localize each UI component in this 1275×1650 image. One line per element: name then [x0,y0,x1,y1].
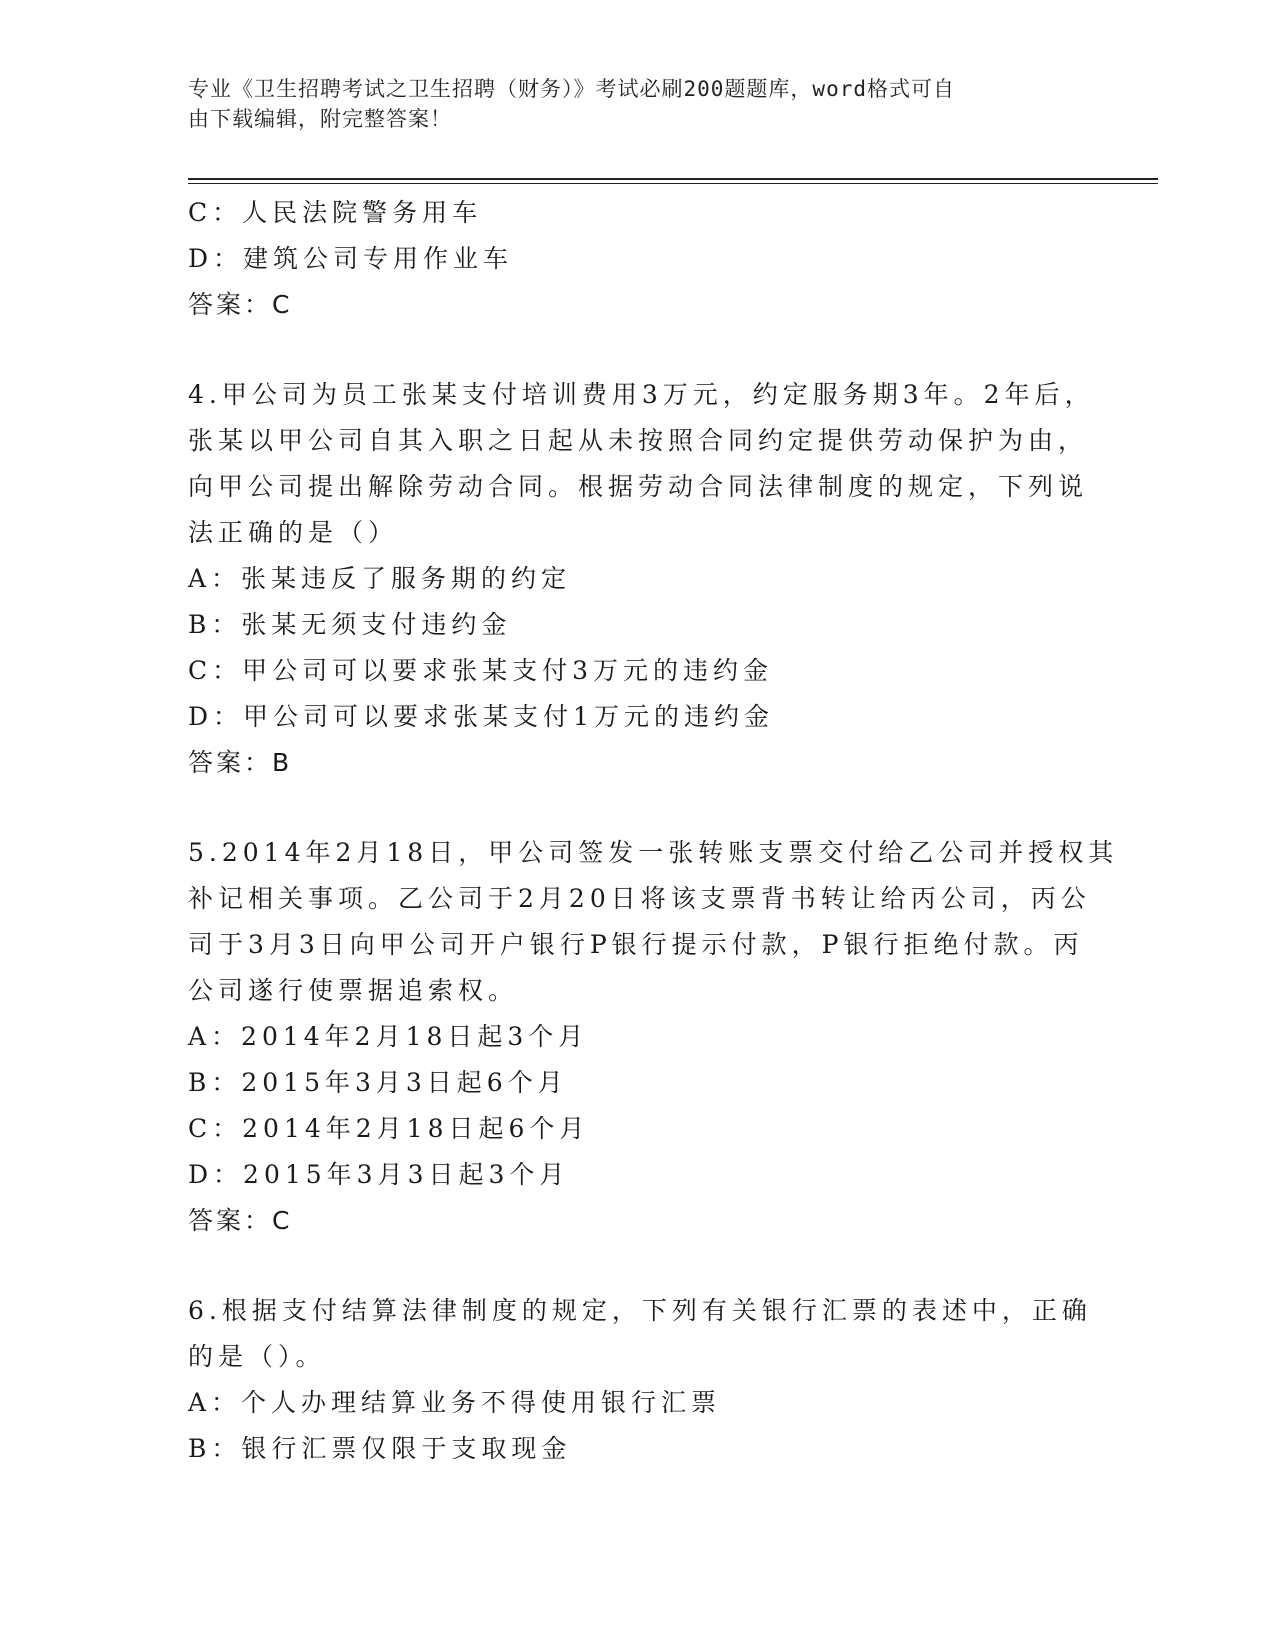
question-stem-line: 法正确的是（） [188,518,399,547]
header-rule-thick [188,178,1158,180]
option-d: D：甲公司可以要求张某支付1万元的违约金 [188,702,774,731]
question-stem-line: 5.2014年2月18日，甲公司签发一张转账支票交付给乙公司并授权其 [188,838,1119,867]
question-stem-line: 公司遂行使票据追索权。 [188,976,519,1005]
option-a: A：个人办理结算业务不得使用银行汇票 [188,1388,722,1417]
option-b: B：张某无须支付违约金 [188,610,512,639]
question-3-tail [188,190,1088,328]
option-a: A：2014年2月18日起3个月 [188,1022,589,1051]
document-header [188,74,1068,134]
question-5 [188,830,1119,1244]
option-c: C：甲公司可以要求张某支付3万元的违约金 [188,656,774,685]
question-stem-line: 4.甲公司为员工张某支付培训费用3万元，约定服务期3年。2年后， [188,380,1095,409]
option-b: B：银行汇票仅限于支取现金 [188,1434,572,1463]
header-line-2: 由下载编辑，附完整答案！ [188,107,452,131]
header-line-1: 专业《卫生招聘考试之卫生招聘（财务）》考试必刷200题题库，word格式可自 [188,77,955,101]
option-d: D：2015年3月3日起3个月 [188,1160,570,1189]
question-stem-line: 的是（）。 [188,1342,326,1371]
question-stem-line: 补记相关事项。乙公司于2月20日将该支票背书转让给丙公司，丙公 [188,884,1091,913]
answer: 答案：B [188,748,293,777]
question-stem-line: 张某以甲公司自其入职之日起从未按照合同约定提供劳动保护为由， [188,426,1089,455]
option-c: C：人民法院警务用车 [188,198,483,227]
question-stem-line: 向甲公司提出解除劳动合同。根据劳动合同法律制度的规定，下列说 [188,472,1089,501]
answer: 答案：C [188,290,293,319]
question-4 [188,372,1095,786]
question-6 [188,1288,1092,1472]
question-stem-line: 司于3月3日向甲公司开户银行P银行提示付款，P银行拒绝付款。丙 [188,930,1084,959]
option-b: B：2015年3月3日起6个月 [188,1068,568,1097]
option-d: D：建筑公司专用作业车 [188,244,514,273]
question-stem-line: 6.根据支付结算法律制度的规定，下列有关银行汇票的表述中，正确 [188,1296,1092,1325]
document-body [188,190,1119,1472]
option-c: C：2014年2月18日起6个月 [188,1114,590,1143]
header-rule-thin [188,183,1158,184]
option-a: A：张某违反了服务期的约定 [188,564,572,593]
answer: 答案：C [188,1206,293,1235]
